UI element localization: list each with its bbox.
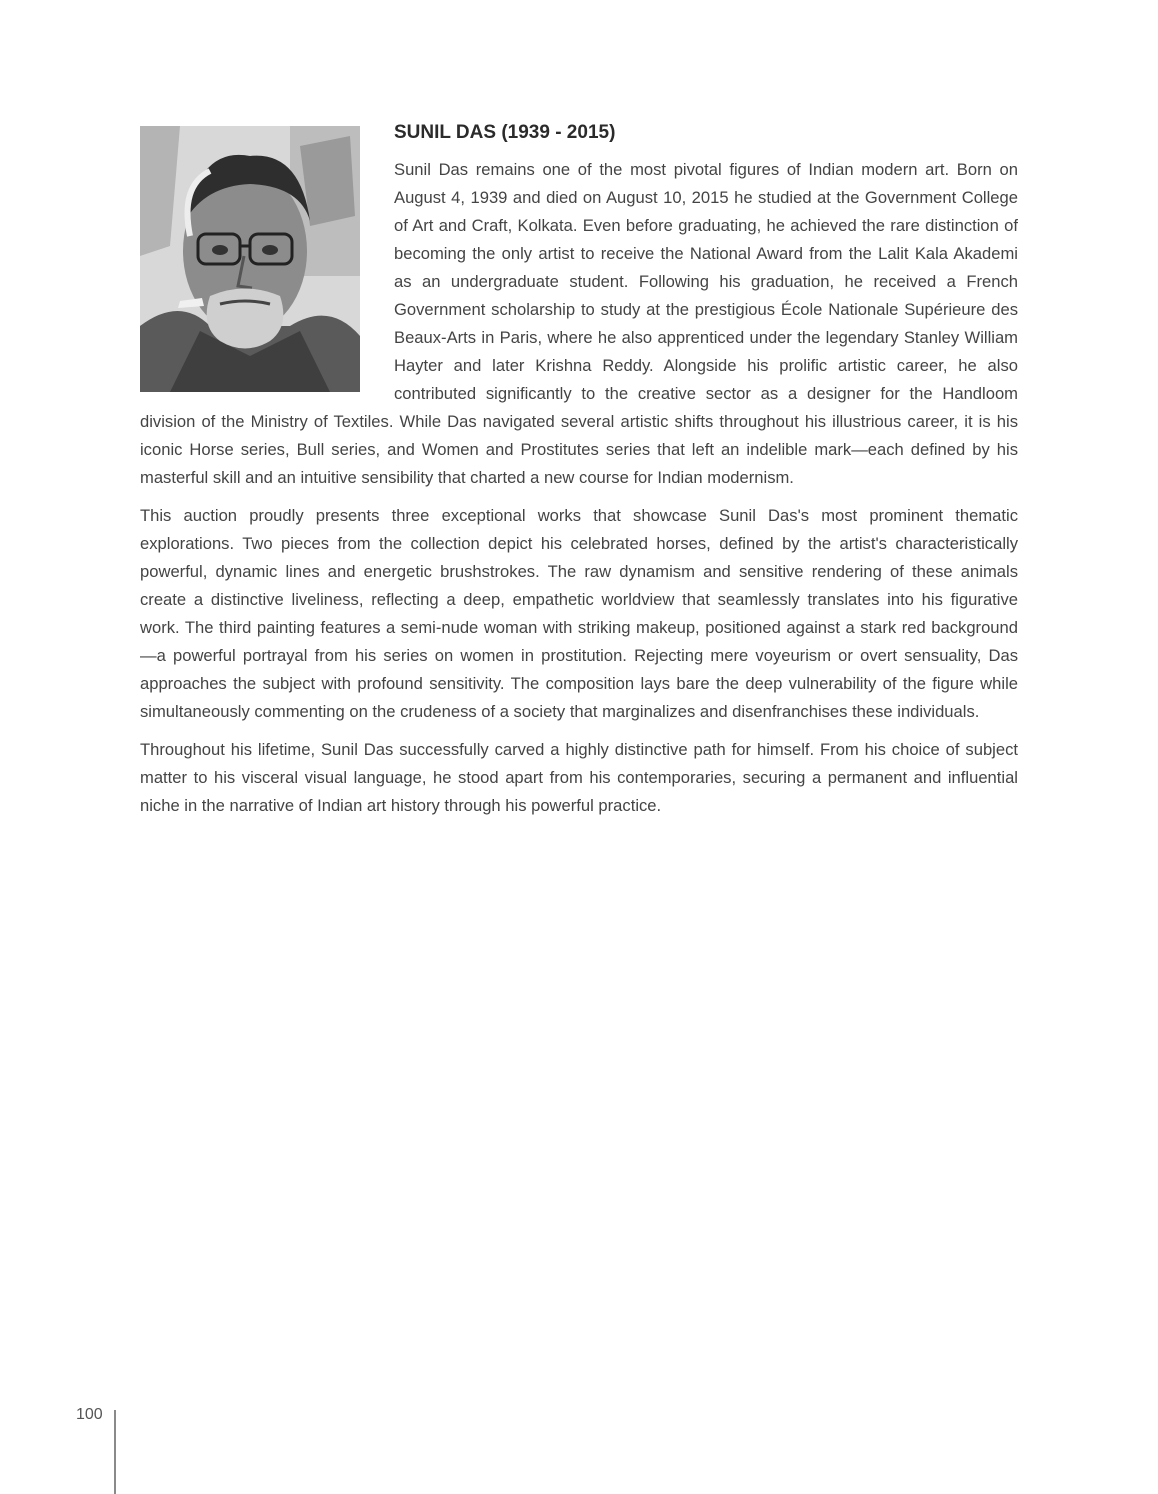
page-number: 100: [76, 1406, 103, 1423]
biography-paragraph: Sunil Das remains one of the most pivotal figures of Indian modern art. Born on August 4, 1939 and died on August 10, 2015 he studied at the Government College of Art and Craft, Kolkata. Even before graduating, he achieved the rare distinction of becoming the only artist to receive the National Award from the Lalit Kala Akademi as an undergraduate student. Following his graduation, he received a French Government scholarship to study at the prestigious École Nationale Supérieure des Beaux-Arts in Paris, where he also apprenticed under the legendary Stanley William Hayter and later Krishna Reddy. Alongside his prolific artistic career, he also contributed significantly to the creative sector as a designer for the Handloom division of the Ministry of Textiles. While Das navigated several artistic shifts throughout his illustrious career, it is his iconic Horse series, Bull series, and Women and Prostitutes series that left an indelible mark—each defined by his masterful skill and an intuitive sensibility that charted a new course for Indian modernism.: [140, 160, 1018, 487]
portrait-photo-icon: [140, 126, 360, 392]
legacy-paragraph: Throughout his lifetime, Sunil Das successfully carved a highly distinctive path for himself. From his choice of subject matter to his visceral visual language, he stood apart from his contemporaries, securing a permanent and influential niche in the narrative of Indian art history through his powerful practice.: [140, 740, 1018, 815]
page-divider: [114, 1410, 116, 1494]
artist-portrait: [140, 126, 360, 392]
article: [140, 118, 1018, 830]
artist-title: SUNIL DAS (1939 - 2015): [394, 122, 616, 143]
works-paragraph: This auction proudly presents three exceptional works that showcase Sunil Das's most prominent thematic explorations. Two pieces from the collection depict his celebrated horses, defined by the artist's characteristically powerful, dynamic lines and energetic brushstrokes. The raw dynamism and sensitive rendering of these animals create a distinctive liveliness, reflecting a deep, empathetic worldview that seamlessly translates into his figurative work. The third painting features a semi-nude woman with striking makeup, positioned against a stark red background—a powerful portrayal from his series on women in prostitution. Rejecting mere voyeurism or overt sensuality, Das approaches the subject with profound sensitivity. The composition lays bare the deep vulnerability of the figure while simultaneously commenting on the crudeness of a society that marginalizes and disenfranchises these individuals.: [140, 506, 1018, 721]
